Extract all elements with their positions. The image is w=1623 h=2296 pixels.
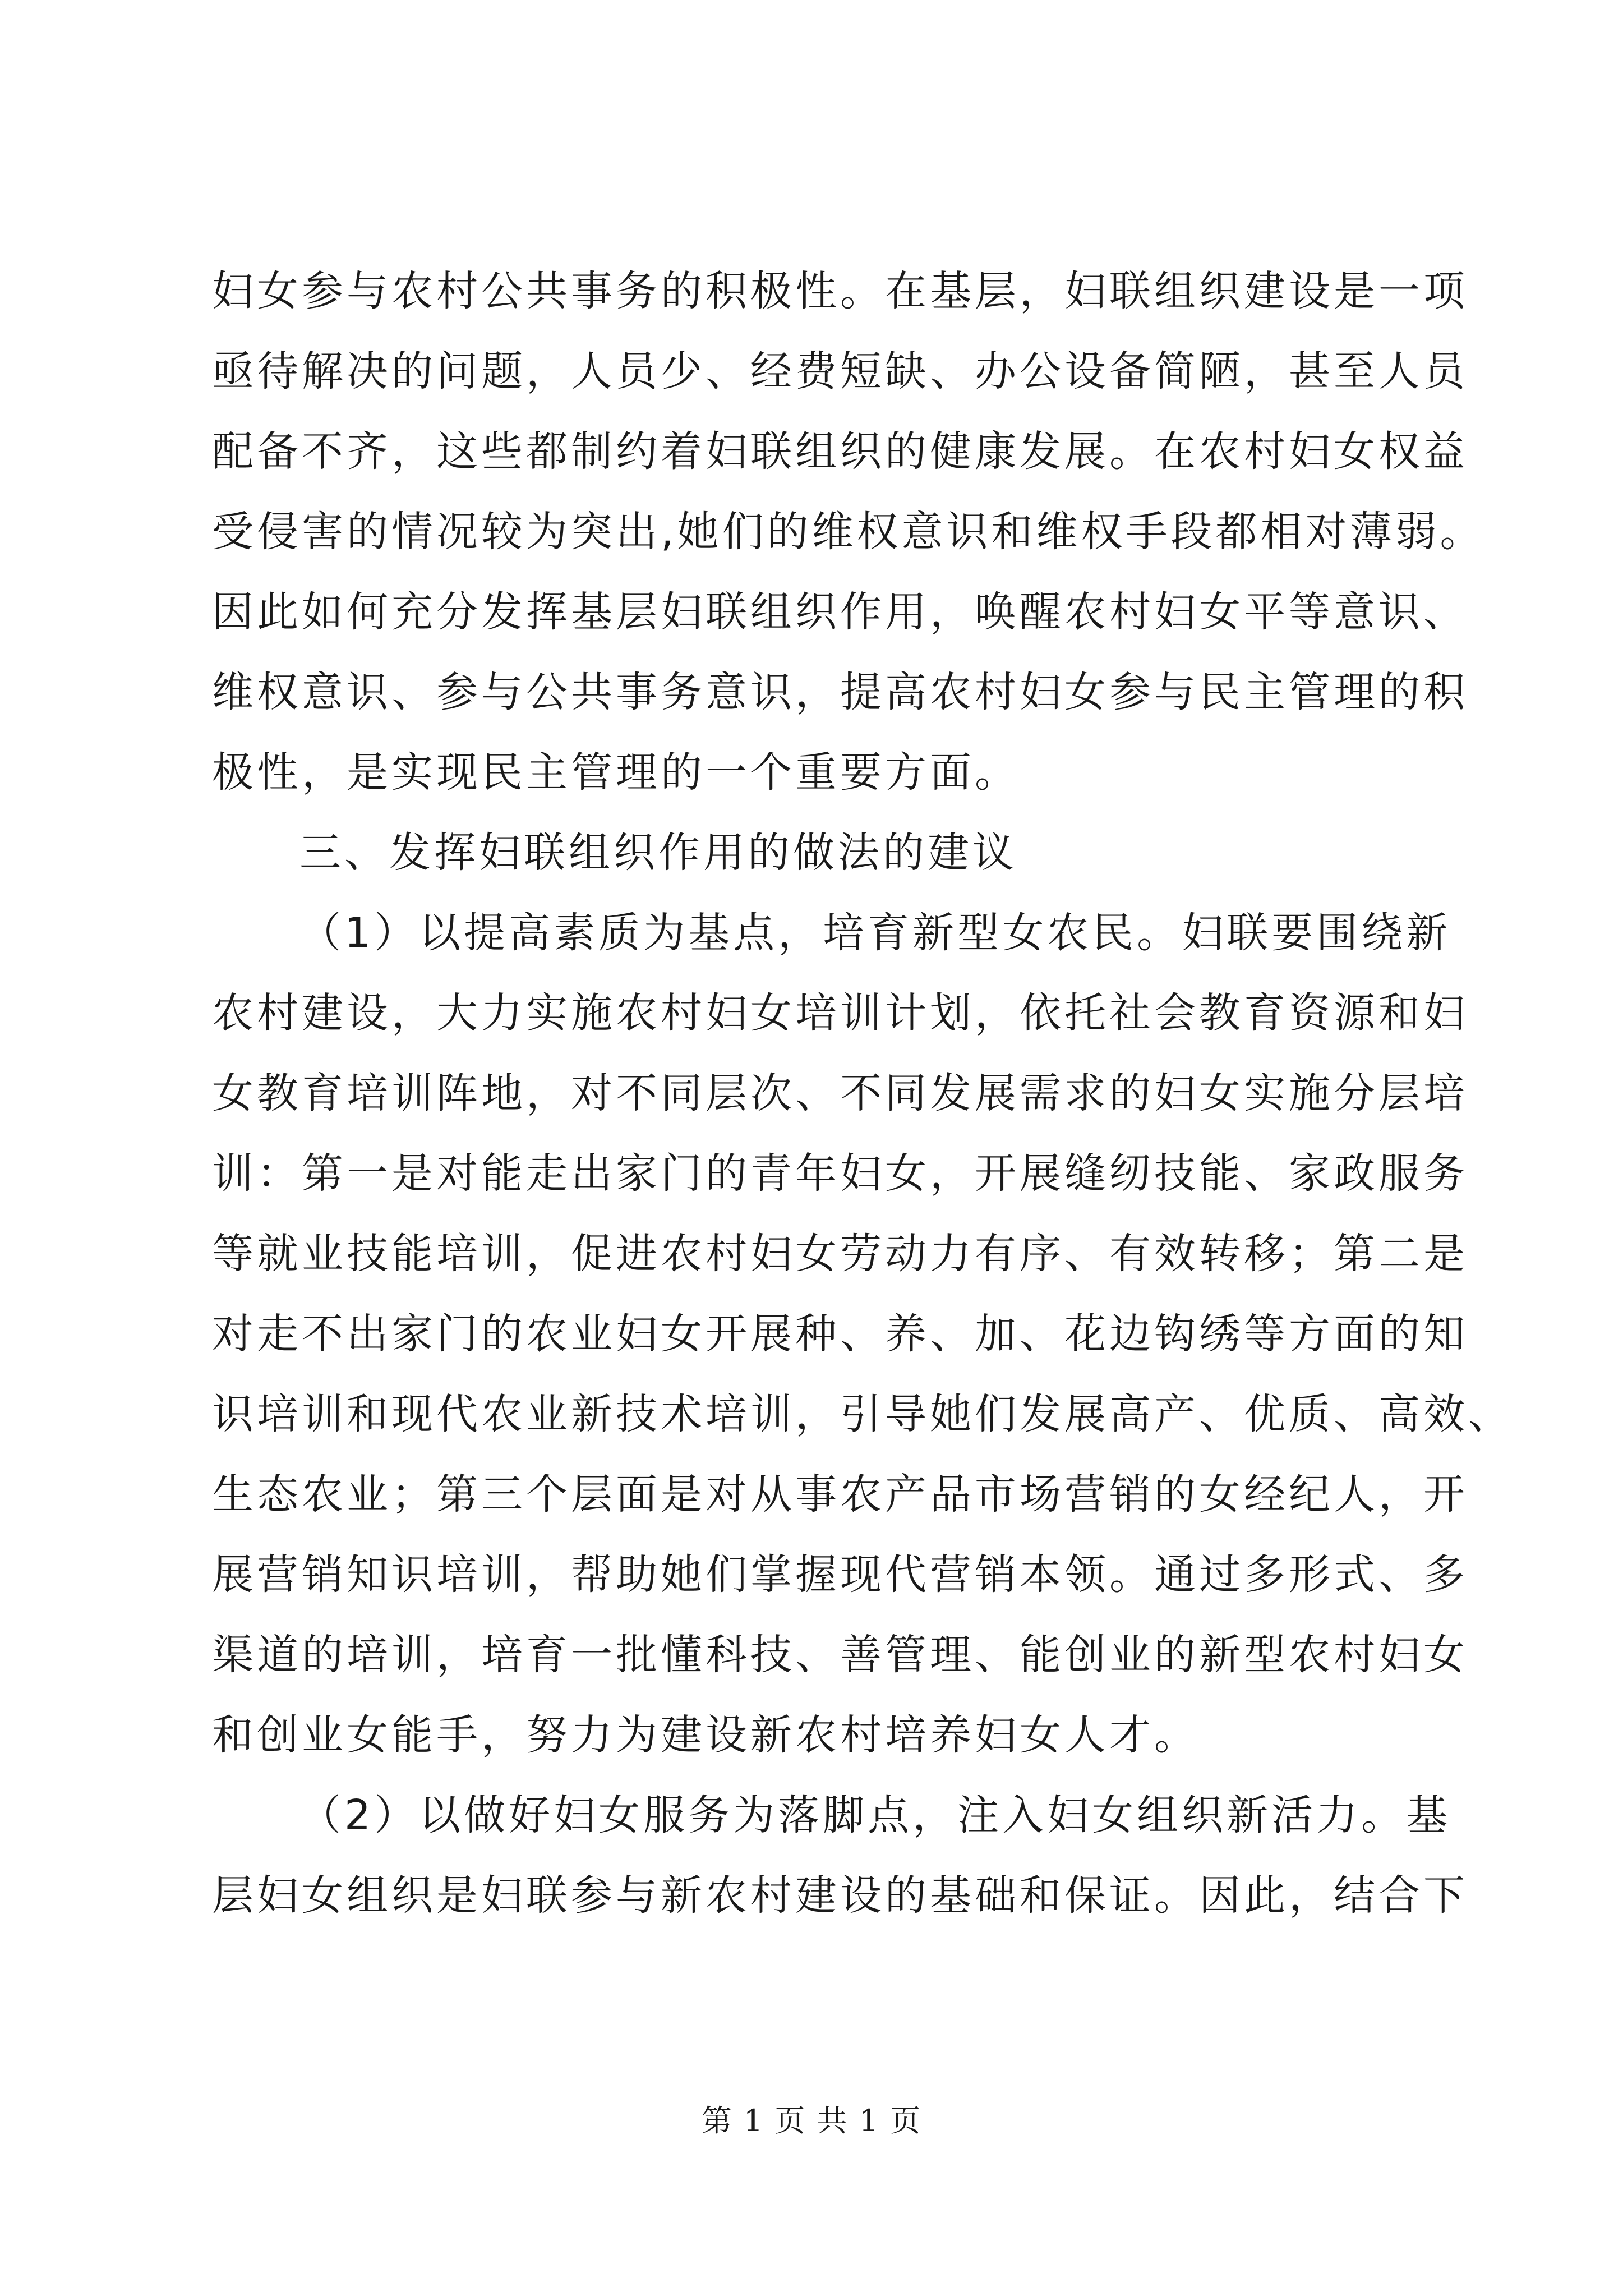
text-line: 对走不出家门的农业妇女开展种、养、加、花边钩绣等方面的知 xyxy=(212,1310,1468,1358)
text-line: 生态农业；第三个层面是对从事农产品市场营销的女经纪人，开 xyxy=(212,1470,1468,1519)
text-line: 层妇女组织是妇联参与新农村建设的基础和保证。因此，结合下 xyxy=(212,1871,1468,1920)
text-line: 等就业技能培训，促进农村妇女劳动力有序、有效转移；第二是 xyxy=(212,1230,1468,1278)
paragraph-start: （1）以提高素质为基点，培育新型女农民。妇联要围绕新 xyxy=(299,909,1451,957)
text-line: 维权意识、参与公共事务意识，提高农村妇女参与民主管理的积 xyxy=(212,668,1468,716)
text-line: 训：第一是对能走出家门的青年妇女，开展缝纫技能、家政服务 xyxy=(212,1149,1468,1198)
text-line: 渠道的培训，培育一批懂科技、善管理、能创业的新型农村妇女 xyxy=(212,1631,1468,1679)
text-line: 极性，是实现民主管理的一个重要方面。 xyxy=(212,748,1020,797)
text-line: 受侵害的情况较为突出,她们的维权意识和维权手段都相对薄弱。 xyxy=(212,508,1485,556)
text-line: 因此如何充分发挥基层妇联组织作用，唤醒农村妇女平等意识、 xyxy=(212,588,1468,636)
text-line: 亟待解决的问题，人员少、经费短缺、办公设备简陋，甚至人员 xyxy=(212,347,1468,395)
body-text xyxy=(212,251,1513,1936)
page-number-footer: 第 1 页 共 1 页 xyxy=(701,2103,922,2138)
text-line: 和创业女能手，努力为建设新农村培养妇女人才。 xyxy=(212,1711,1199,1759)
section-heading: 三、发挥妇联组织作用的做法的建议 xyxy=(299,829,1017,877)
paragraph-start: （2）以做好妇女服务为落脚点，注入妇女组织新活力。基 xyxy=(299,1791,1451,1839)
text-line: 配备不齐，这些都制约着妇联组织的健康发展。在农村妇女权益 xyxy=(212,427,1468,476)
text-line: 妇女参与农村公共事务的积极性。在基层，妇联组织建设是一项 xyxy=(212,267,1468,315)
text-line: 识培训和现代农业新技术培训，引导她们发展高产、优质、高效、 xyxy=(212,1390,1513,1438)
text-line: 女教育培训阵地，对不同层次、不同发展需求的妇女实施分层培 xyxy=(212,1069,1468,1117)
text-line: 展营销知识培训，帮助她们掌握现代营销本领。通过多形式、多 xyxy=(212,1550,1468,1599)
text-line: 农村建设，大力实施农村妇女培训计划，依托社会教育资源和妇 xyxy=(212,989,1468,1037)
